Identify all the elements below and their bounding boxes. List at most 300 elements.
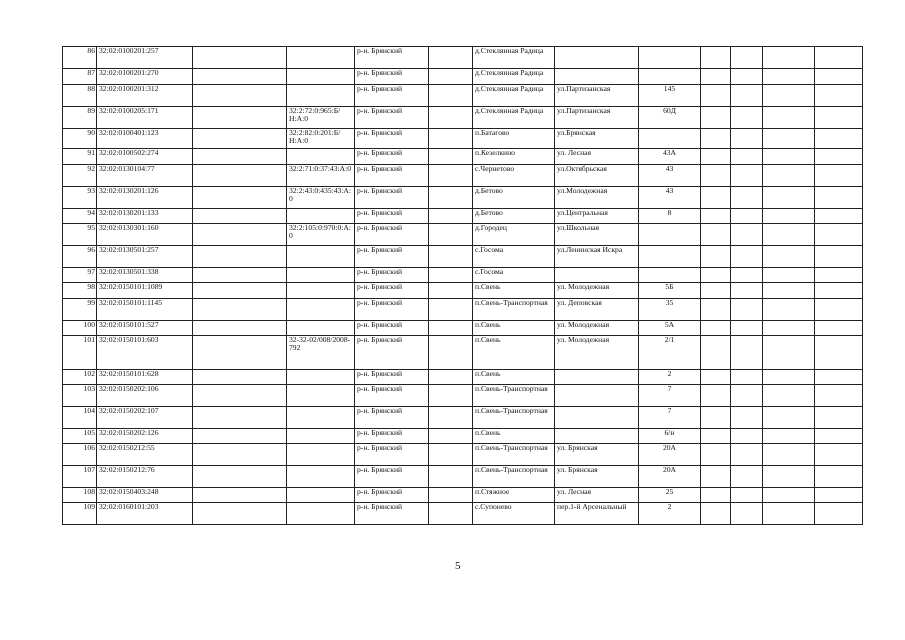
table-row (63, 466, 863, 488)
empty-cell (731, 187, 763, 209)
row-number-cell: 108 (63, 488, 97, 503)
empty-cell (193, 429, 287, 444)
empty-cell (815, 85, 863, 107)
table-row (63, 47, 863, 69)
table-row (63, 69, 863, 85)
table-row (63, 246, 863, 268)
district-cell: р-н. Брянский (355, 209, 429, 224)
empty-cell (815, 246, 863, 268)
cadastral-number-cell: 32:02:0100201:270 (97, 69, 193, 85)
house-number-cell (639, 268, 701, 283)
street-cell: ул. Лесная (555, 149, 639, 165)
empty-cell (731, 370, 763, 385)
locality-cell: с.Госома (473, 268, 555, 283)
row-number-cell: 99 (63, 299, 97, 321)
old-number-cell (287, 503, 355, 525)
district-cell: р-н. Брянский (355, 407, 429, 429)
house-number-cell: 25 (639, 488, 701, 503)
row-number-cell: 89 (63, 107, 97, 129)
cadastral-number-cell: 32:02:0150101:527 (97, 321, 193, 336)
empty-cell (429, 299, 473, 321)
locality-cell: д.Бетово (473, 187, 555, 209)
house-number-cell: 8 (639, 209, 701, 224)
empty-cell (815, 503, 863, 525)
cadastral-number-cell: 32:02:0150212:76 (97, 466, 193, 488)
district-cell: р-н. Брянский (355, 85, 429, 107)
old-number-cell (287, 85, 355, 107)
empty-cell (763, 47, 815, 69)
empty-cell (193, 466, 287, 488)
row-number-cell: 106 (63, 444, 97, 466)
locality-cell: п.Свень-Транспортная (473, 466, 555, 488)
empty-cell (815, 429, 863, 444)
empty-cell (429, 466, 473, 488)
row-number-cell: 105 (63, 429, 97, 444)
empty-cell (815, 268, 863, 283)
row-number-cell: 88 (63, 85, 97, 107)
empty-cell (193, 129, 287, 149)
house-number-cell (639, 129, 701, 149)
house-number-cell: 43 (639, 187, 701, 209)
old-number-cell (287, 488, 355, 503)
row-number-cell: 97 (63, 268, 97, 283)
empty-cell (429, 321, 473, 336)
house-number-cell: 2 (639, 370, 701, 385)
empty-cell (815, 283, 863, 299)
empty-cell (815, 385, 863, 407)
cadastral-number-cell: 32:02:0130301:160 (97, 224, 193, 246)
district-cell: р-н. Брянский (355, 47, 429, 69)
empty-cell (763, 129, 815, 149)
empty-cell (429, 246, 473, 268)
district-cell: р-н. Брянский (355, 466, 429, 488)
empty-cell (701, 503, 731, 525)
empty-cell (731, 444, 763, 466)
locality-cell: д.Стеклянная Радица (473, 107, 555, 129)
empty-cell (701, 321, 731, 336)
row-number-cell: 96 (63, 246, 97, 268)
district-cell: р-н. Брянский (355, 224, 429, 246)
empty-cell (763, 209, 815, 224)
empty-cell (193, 444, 287, 466)
house-number-cell (639, 224, 701, 246)
row-number-cell: 98 (63, 283, 97, 299)
cadastral-number-cell: 32:02:0150202:126 (97, 429, 193, 444)
empty-cell (701, 336, 731, 370)
district-cell: р-н. Брянский (355, 336, 429, 370)
table-row (63, 283, 863, 299)
cadastral-number-cell: 32:02:0130501:338 (97, 268, 193, 283)
old-number-cell (287, 321, 355, 336)
locality-cell: п.Свень (473, 370, 555, 385)
old-number-cell: 32:2:43:0:435:43:А:0 (287, 187, 355, 209)
empty-cell (701, 165, 731, 187)
locality-cell: д.Стеклянная Радица (473, 69, 555, 85)
empty-cell (731, 85, 763, 107)
empty-cell (763, 299, 815, 321)
locality-cell: д.Городец (473, 224, 555, 246)
locality-cell: п.Свень (473, 429, 555, 444)
empty-cell (731, 503, 763, 525)
row-number-cell: 102 (63, 370, 97, 385)
house-number-cell: 145 (639, 85, 701, 107)
locality-cell: с.Супонево (473, 503, 555, 525)
empty-cell (815, 209, 863, 224)
empty-cell (815, 370, 863, 385)
empty-cell (429, 165, 473, 187)
street-cell: ул.Партизанская (555, 85, 639, 107)
street-cell: ул.Молодежная (555, 187, 639, 209)
street-cell: ул. Молодежная (555, 283, 639, 299)
table-row (63, 209, 863, 224)
cadastral-number-cell: 32:02:0150202:106 (97, 385, 193, 407)
table-row (63, 85, 863, 107)
empty-cell (763, 246, 815, 268)
empty-cell (193, 283, 287, 299)
row-number-cell: 92 (63, 165, 97, 187)
house-number-cell: 5А (639, 321, 701, 336)
empty-cell (193, 407, 287, 429)
table-row (63, 299, 863, 321)
empty-cell (731, 107, 763, 129)
empty-cell (731, 129, 763, 149)
empty-cell (731, 321, 763, 336)
street-cell: ул. Молодежная (555, 321, 639, 336)
empty-cell (815, 187, 863, 209)
empty-cell (701, 268, 731, 283)
table-row (63, 385, 863, 407)
cadastral-objects-table (62, 46, 863, 525)
old-number-cell: 32-32-02/008/2008-792 (287, 336, 355, 370)
locality-cell: п.Батагово (473, 129, 555, 149)
empty-cell (429, 107, 473, 129)
table-row (63, 268, 863, 283)
district-cell: р-н. Брянский (355, 321, 429, 336)
empty-cell (731, 149, 763, 165)
empty-cell (763, 385, 815, 407)
old-number-cell (287, 246, 355, 268)
district-cell: р-н. Брянский (355, 246, 429, 268)
old-number-cell (287, 429, 355, 444)
district-cell: р-н. Брянский (355, 165, 429, 187)
locality-cell: д.Стеклянная Радица (473, 47, 555, 69)
empty-cell (701, 407, 731, 429)
house-number-cell: 35 (639, 299, 701, 321)
row-number-cell: 93 (63, 187, 97, 209)
cadastral-number-cell: 32:02:0100201:312 (97, 85, 193, 107)
empty-cell (701, 429, 731, 444)
table-row (63, 370, 863, 385)
locality-cell: с.Госома (473, 246, 555, 268)
table-row (63, 429, 863, 444)
locality-cell: с.Чернетово (473, 165, 555, 187)
cadastral-number-cell: 32:02:0100502:274 (97, 149, 193, 165)
house-number-cell (639, 246, 701, 268)
table-row (63, 187, 863, 209)
old-number-cell (287, 385, 355, 407)
old-number-cell (287, 466, 355, 488)
empty-cell (701, 370, 731, 385)
empty-cell (763, 321, 815, 336)
table-row (63, 224, 863, 246)
empty-cell (193, 246, 287, 268)
empty-cell (701, 299, 731, 321)
empty-cell (429, 47, 473, 69)
empty-cell (731, 336, 763, 370)
cadastral-number-cell: 32:02:0130201:133 (97, 209, 193, 224)
empty-cell (701, 69, 731, 85)
empty-cell (701, 187, 731, 209)
empty-cell (763, 429, 815, 444)
cadastral-number-cell: 32:02:0100205:171 (97, 107, 193, 129)
cadastral-number-cell: 32:02:0150101:1145 (97, 299, 193, 321)
empty-cell (701, 149, 731, 165)
table-row (63, 149, 863, 165)
empty-cell (193, 224, 287, 246)
empty-cell (429, 429, 473, 444)
empty-cell (193, 503, 287, 525)
row-number-cell: 109 (63, 503, 97, 525)
district-cell: р-н. Брянский (355, 385, 429, 407)
locality-cell: п.Свень-Транспортная (473, 385, 555, 407)
old-number-cell (287, 444, 355, 466)
empty-cell (193, 47, 287, 69)
empty-cell (763, 407, 815, 429)
empty-cell (731, 407, 763, 429)
empty-cell (763, 336, 815, 370)
old-number-cell: 32:2:72:0:965:Б/Н:А:0 (287, 107, 355, 129)
empty-cell (815, 336, 863, 370)
street-cell: ул.Брянская (555, 129, 639, 149)
house-number-cell: 20А (639, 444, 701, 466)
street-cell: ул.Центральная (555, 209, 639, 224)
empty-cell (429, 85, 473, 107)
empty-cell (701, 466, 731, 488)
row-number-cell: 90 (63, 129, 97, 149)
house-number-cell (639, 47, 701, 69)
empty-cell (763, 370, 815, 385)
empty-cell (701, 444, 731, 466)
empty-cell (763, 165, 815, 187)
locality-cell: п.Свень-Транспортная (473, 407, 555, 429)
old-number-cell (287, 370, 355, 385)
street-cell: ул. Молодежная (555, 336, 639, 370)
cadastral-number-cell: 32:02:0150403:248 (97, 488, 193, 503)
district-cell: р-н. Брянский (355, 429, 429, 444)
empty-cell (731, 209, 763, 224)
street-cell: ул. Лесная (555, 488, 639, 503)
empty-cell (731, 385, 763, 407)
old-number-cell (287, 47, 355, 69)
empty-cell (429, 488, 473, 503)
empty-cell (429, 407, 473, 429)
row-number-cell: 101 (63, 336, 97, 370)
table-body (63, 47, 863, 525)
street-cell (555, 47, 639, 69)
page-number: 5 (455, 560, 461, 572)
street-cell (555, 69, 639, 85)
district-cell: р-н. Брянский (355, 107, 429, 129)
cadastral-number-cell: 32:02:0160101:203 (97, 503, 193, 525)
table-row (63, 336, 863, 370)
old-number-cell: 32:2:105:0:970:0:А:0 (287, 224, 355, 246)
row-number-cell: 94 (63, 209, 97, 224)
old-number-cell (287, 209, 355, 224)
empty-cell (731, 268, 763, 283)
row-number-cell: 91 (63, 149, 97, 165)
empty-cell (429, 444, 473, 466)
empty-cell (429, 503, 473, 525)
empty-cell (815, 488, 863, 503)
empty-cell (701, 283, 731, 299)
empty-cell (701, 385, 731, 407)
district-cell: р-н. Брянский (355, 268, 429, 283)
empty-cell (763, 107, 815, 129)
row-number-cell: 103 (63, 385, 97, 407)
row-number-cell: 100 (63, 321, 97, 336)
street-cell: ул.Партизанская (555, 107, 639, 129)
empty-cell (763, 466, 815, 488)
cadastral-number-cell: 32:02:0150101:628 (97, 370, 193, 385)
street-cell: ул.Ленинская Искра (555, 246, 639, 268)
empty-cell (193, 85, 287, 107)
empty-cell (429, 129, 473, 149)
empty-cell (429, 385, 473, 407)
empty-cell (815, 129, 863, 149)
cadastral-number-cell: 32:02:0100201:257 (97, 47, 193, 69)
table-row (63, 165, 863, 187)
locality-cell: п.Свень (473, 283, 555, 299)
empty-cell (763, 187, 815, 209)
empty-cell (763, 224, 815, 246)
table-row (63, 129, 863, 149)
empty-cell (193, 149, 287, 165)
old-number-cell (287, 407, 355, 429)
cadastral-number-cell: 32:02:0150202:107 (97, 407, 193, 429)
empty-cell (731, 429, 763, 444)
house-number-cell (639, 69, 701, 85)
cadastral-number-cell: 32:02:0130104:77 (97, 165, 193, 187)
locality-cell: п.Свень-Транспортная (473, 299, 555, 321)
empty-cell (763, 283, 815, 299)
district-cell: р-н. Брянский (355, 69, 429, 85)
house-number-cell: 2 (639, 503, 701, 525)
empty-cell (429, 224, 473, 246)
locality-cell: п.Свень-Транспортная (473, 444, 555, 466)
district-cell: р-н. Брянский (355, 299, 429, 321)
row-number-cell: 86 (63, 47, 97, 69)
empty-cell (429, 149, 473, 165)
empty-cell (815, 466, 863, 488)
empty-cell (193, 187, 287, 209)
old-number-cell (287, 299, 355, 321)
empty-cell (193, 488, 287, 503)
old-number-cell (287, 149, 355, 165)
table-row (63, 444, 863, 466)
empty-cell (731, 299, 763, 321)
old-number-cell (287, 268, 355, 283)
empty-cell (429, 209, 473, 224)
locality-cell: д.Бетово (473, 209, 555, 224)
street-cell: ул. Брянская (555, 444, 639, 466)
empty-cell (701, 85, 731, 107)
house-number-cell: 43А (639, 149, 701, 165)
empty-cell (763, 488, 815, 503)
cadastral-number-cell: 32:02:0150101:1089 (97, 283, 193, 299)
empty-cell (731, 246, 763, 268)
empty-cell (763, 69, 815, 85)
empty-cell (701, 209, 731, 224)
table-row (63, 107, 863, 129)
empty-cell (193, 107, 287, 129)
row-number-cell: 95 (63, 224, 97, 246)
empty-cell (193, 69, 287, 85)
old-number-cell: 32:2:71:0:37:43:А:0 (287, 165, 355, 187)
table-row (63, 488, 863, 503)
street-cell: ул.Школьная (555, 224, 639, 246)
empty-cell (763, 268, 815, 283)
cadastral-number-cell: 32:02:0130201:126 (97, 187, 193, 209)
house-number-cell: 20А (639, 466, 701, 488)
street-cell: ул. Деповская (555, 299, 639, 321)
locality-cell: п.Свень (473, 321, 555, 336)
house-number-cell: 7 (639, 385, 701, 407)
empty-cell (731, 47, 763, 69)
empty-cell (815, 407, 863, 429)
empty-cell (815, 149, 863, 165)
empty-cell (193, 209, 287, 224)
house-number-cell: 43 (639, 165, 701, 187)
street-cell (555, 407, 639, 429)
empty-cell (815, 224, 863, 246)
cadastral-number-cell: 32:02:0100401:123 (97, 129, 193, 149)
locality-cell: п.Стяжное (473, 488, 555, 503)
empty-cell (815, 321, 863, 336)
district-cell: р-н. Брянский (355, 503, 429, 525)
empty-cell (731, 224, 763, 246)
street-cell: ул. Брянская (555, 466, 639, 488)
district-cell: р-н. Брянский (355, 187, 429, 209)
cadastral-number-cell: 32:02:0130501:257 (97, 246, 193, 268)
empty-cell (193, 321, 287, 336)
row-number-cell: 104 (63, 407, 97, 429)
empty-cell (429, 336, 473, 370)
house-number-cell: 7 (639, 407, 701, 429)
empty-cell (429, 69, 473, 85)
old-number-cell (287, 283, 355, 299)
street-cell (555, 429, 639, 444)
house-number-cell: 2/1 (639, 336, 701, 370)
empty-cell (763, 503, 815, 525)
cadastral-number-cell: 32:02:0150212:55 (97, 444, 193, 466)
table-row (63, 321, 863, 336)
district-cell: р-н. Брянский (355, 488, 429, 503)
table-row (63, 503, 863, 525)
street-cell (555, 385, 639, 407)
empty-cell (193, 299, 287, 321)
empty-cell (701, 107, 731, 129)
empty-cell (815, 444, 863, 466)
empty-cell (701, 246, 731, 268)
empty-cell (429, 283, 473, 299)
empty-cell (193, 370, 287, 385)
street-cell (555, 370, 639, 385)
empty-cell (701, 47, 731, 69)
empty-cell (193, 385, 287, 407)
street-cell: ул.Октябрьская (555, 165, 639, 187)
district-cell: р-н. Брянский (355, 370, 429, 385)
empty-cell (429, 370, 473, 385)
